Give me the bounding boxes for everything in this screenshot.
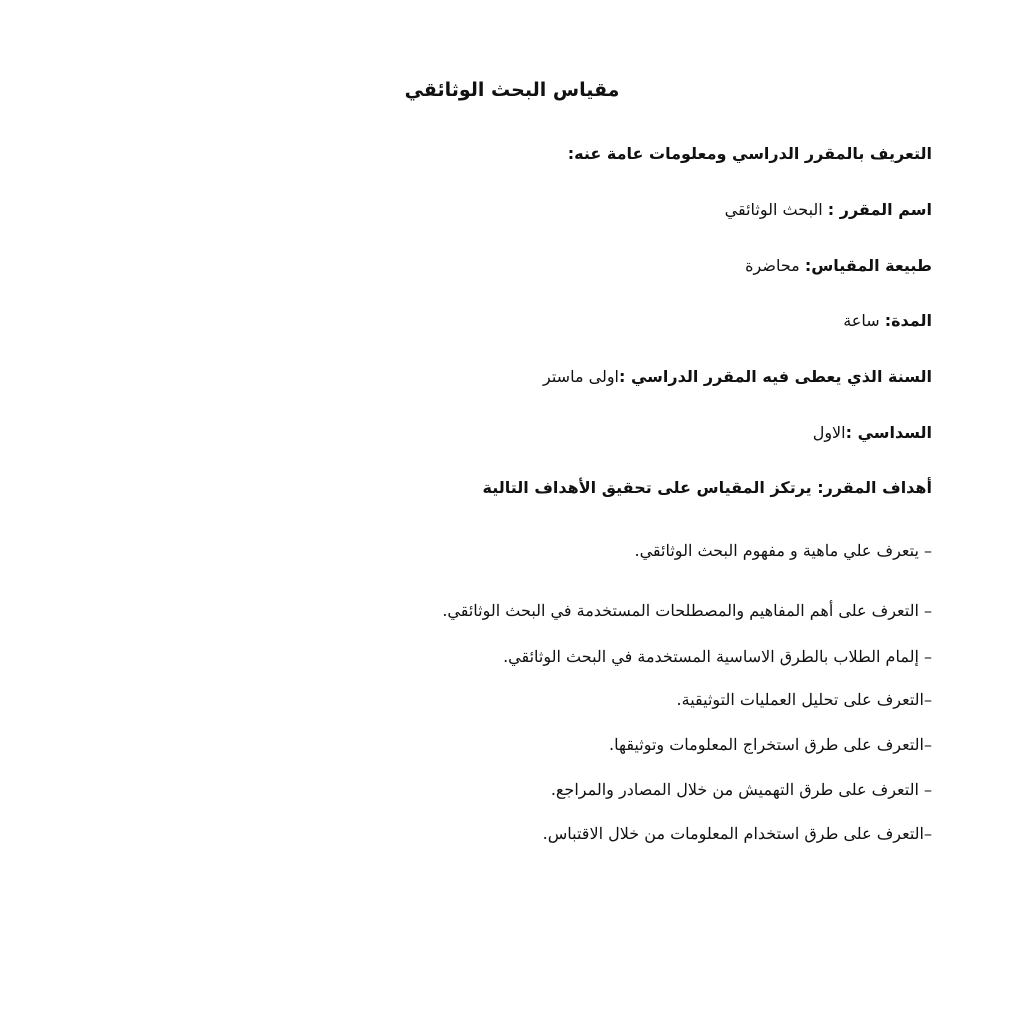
field-label: اسم المقرر :	[827, 200, 932, 219]
intro-heading-text: التعريف بالمقرر الدراسي ومعلومات عامة عنه:	[567, 144, 932, 163]
field-value: البحث الوثائقي	[724, 200, 828, 219]
intro-heading	[568, 142, 932, 166]
page-title: مقياس البحث الوثائقي	[404, 79, 620, 101]
field-label: السداسي :	[845, 423, 932, 442]
objective-item: – التعرف على أهم المفاهيم والمصطلحات المستخدمة في البحث الوثائقي.	[442, 601, 932, 620]
objective-item: –التعرف على طرق استخراج المعلومات وتوثيقها.	[609, 735, 932, 754]
field-value: الاول	[812, 423, 846, 442]
field-value: محاضرة	[745, 256, 805, 275]
objectives-heading-text: أهداف المقرر: يرتكز المقياس على تحقيق الأهداف التالية	[482, 478, 932, 497]
objective-item: – إلمام الطلاب بالطرق الاساسية المستخدمة في البحث الوثائقي.	[503, 647, 932, 666]
field-duration	[843, 309, 932, 333]
field-value: اولى ماستر	[543, 367, 619, 386]
field-label: طبيعة المقياس:	[804, 256, 932, 275]
field-label: المدة:	[884, 311, 932, 330]
field-semester	[813, 421, 932, 445]
objective-item: –التعرف على طرق استخدام المعلومات من خلال الاقتباس.	[542, 824, 932, 843]
field-year	[543, 365, 932, 389]
field-course-name	[725, 198, 932, 222]
field-course-nature	[745, 254, 932, 278]
objective-item: – التعرف على طرق التهميش من خلال المصادر والمراجع.	[550, 780, 932, 799]
objectives-heading	[483, 476, 933, 500]
field-value: ساعة	[843, 311, 885, 330]
objective-item: – يتعرف علي ماهية و مفهوم البحث الوثائقي.	[634, 541, 932, 560]
objective-item: –التعرف على تحليل العمليات التوثيقية.	[676, 690, 932, 709]
field-label: السنة الذي يعطى فيه المقرر الدراسي :	[619, 367, 932, 386]
